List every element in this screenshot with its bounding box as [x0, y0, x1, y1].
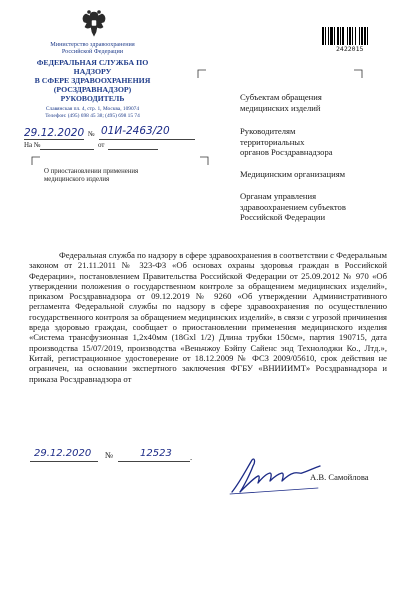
order-date-line [30, 461, 98, 462]
barcode-bar [367, 27, 368, 45]
barcode-bar [328, 27, 329, 45]
barcode-bar [330, 27, 333, 45]
order-number: 12523 [140, 448, 172, 459]
registration-number: 01И-2463/20 [101, 125, 170, 137]
order-no-label: № [105, 450, 114, 460]
barcode-bar [342, 27, 344, 45]
position-title: РУКОВОДИТЕЛЬ [60, 94, 125, 103]
registration-no-label: № [88, 130, 95, 138]
body-paragraph: Федеральная служба по надзору в сфере здравоохранения в соответствии с Федеральным законом от 21.11.2011 № 323-ФЗ «Об основах охраны здоровья граждан в Российской Федерации», постановлением Правительства Российской Федерации от 25.09.2012 № 970 «Об утверждении положения о государственном контроле за обращением медицинских изделий», приказом Росздравнадзора от 09.12.2019 № 9260 «Об утверждении Административного регламента Федеральной службы по надзору в сфере здравоохранения по осуществлению государственного контроля за обращением медицинских изделий», в связи с угрозой причинения вреда здоровью граждан, сообщает о приостановлении применения медицинского изделия «Система трансфузионная 1,2х40мм (18Gxl 1/2) Длина трубки 150см», партия 190715, дата производства 15/07/2019, производства «Веньчжоу Бэйпу Сайенс энд Технолоджи Ко., Лтд.», Китай, регистрационное удостоверение от 18.12.2009 № ФСЗ 2009/05610, срок действия не ограничен, на основании экспертного заключения ФГБУ «ВНИИИМТ» Росздравнадзора и приказа Росздравнадзора от [29, 250, 387, 384]
barcode-bar [322, 27, 324, 45]
recipient-4: Органам управления здравоохранением субъектов Российской Федерации [240, 191, 346, 223]
barcode-bar [352, 27, 353, 45]
registration-date: 29.12.2020 [24, 127, 85, 139]
letter-subject: О приостановлении применения медицинского изделия [44, 168, 139, 184]
recipient-bracket-icon [196, 68, 366, 80]
reference-no-label: На № [24, 141, 41, 149]
order-number-end-dot: . [190, 452, 193, 462]
recipient-2: Руководителям территориальных органов Росздравнадзора [240, 126, 333, 158]
barcode-bar [361, 27, 363, 45]
barcode-bar [355, 27, 356, 45]
reference-no-line [40, 149, 94, 150]
letter-body [29, 250, 387, 384]
order-number-line [118, 461, 190, 462]
recipient-3: Медицинским организациям [240, 169, 346, 179]
subject-bracket-icon [30, 155, 210, 167]
barcode-bar [340, 27, 341, 45]
barcode-bar [364, 27, 366, 45]
agency-name: ФЕДЕРАЛЬНАЯ СЛУЖБА ПО НАДЗОРУ В СФЕРЕ ЗДРАВООХРАНЕНИЯ (РОСЗДРАВНАДЗОР) [34, 58, 151, 94]
barcode-bar [325, 27, 326, 45]
agency-address: Славянская пл. 4, стр. 1, Москва, 109074 Телефон: (495) 698 45 38; (495) 698 15 74 [45, 106, 140, 119]
reference-from-label: от [98, 141, 105, 149]
ministry-name: Министерство здравоохранения Российской Федерации [50, 41, 135, 56]
barcode-bar [334, 27, 335, 45]
barcode-bar [349, 27, 351, 45]
barcode-bar [337, 27, 339, 45]
date-line [24, 139, 84, 140]
recipient-1: Субъектам обращения медицинских изделий [240, 92, 322, 113]
reference-from-line [108, 149, 158, 150]
order-date: 29.12.2020 [34, 448, 92, 459]
barcode-bar [347, 27, 348, 45]
barcode-number: 2422015 [336, 45, 364, 53]
signatory-name: А.В. Самойлова [310, 472, 369, 482]
coat-of-arms-emblem-icon [80, 9, 108, 39]
barcode-bar [359, 27, 360, 45]
barcode [322, 27, 382, 45]
number-line [99, 139, 195, 140]
